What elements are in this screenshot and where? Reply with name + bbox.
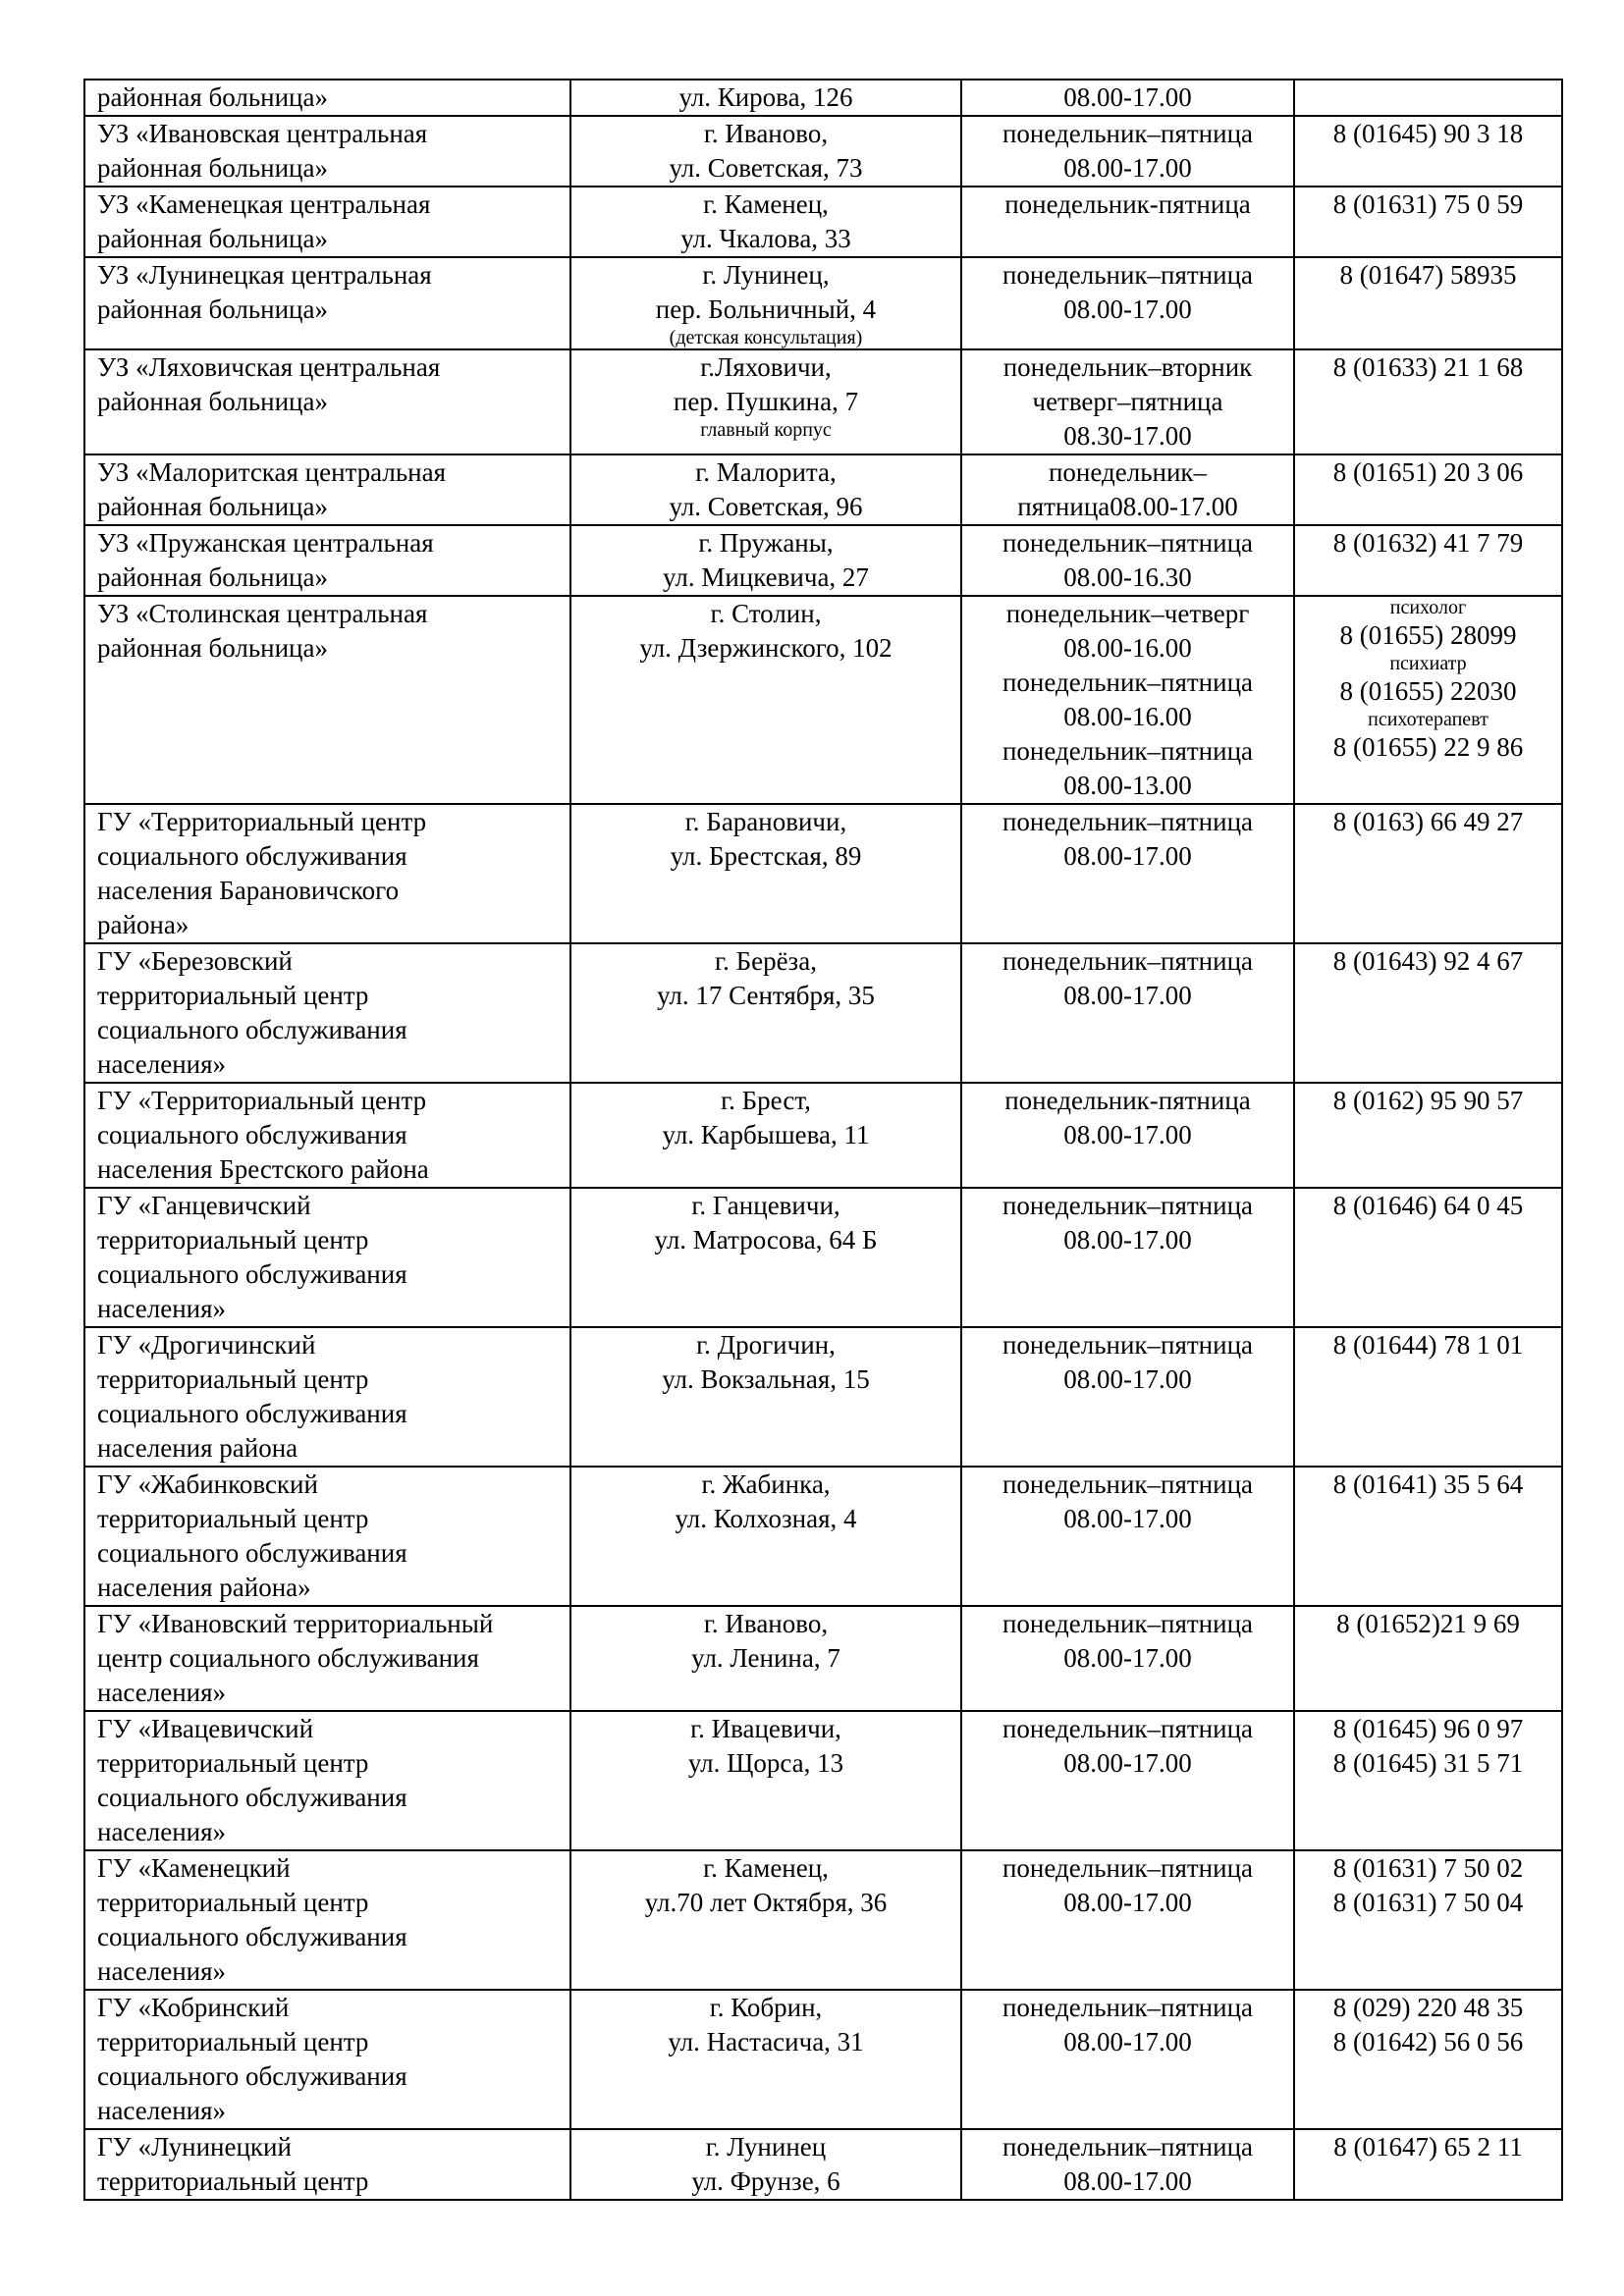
- organization-name-line: социального обслуживания: [97, 1783, 407, 1812]
- hours-line: понедельник-пятница: [1004, 1086, 1251, 1115]
- organization-cell: [84, 1606, 570, 1711]
- hours-cell: [961, 257, 1294, 349]
- address-cell: [570, 1990, 961, 2129]
- organization-name-line: районная больница»: [97, 492, 328, 521]
- address-cell: [570, 1467, 961, 1606]
- phone-cell: [1294, 1083, 1562, 1188]
- organization-name-line: районная больница»: [97, 633, 328, 663]
- table-body: [84, 80, 1562, 2200]
- table-row: [84, 596, 1562, 804]
- address-cell: [570, 116, 961, 187]
- organization-cell: [84, 2129, 570, 2200]
- hours-cell: [961, 454, 1294, 525]
- phone-number: 8 (01645) 96 0 97: [1332, 1714, 1524, 1743]
- address-line: г. Дрогичин,: [696, 1330, 836, 1360]
- organization-name-line: ГУ «Кобринский: [97, 1993, 290, 2022]
- address-line: г. Столин,: [710, 599, 822, 628]
- organization-name-line: ГУ «Ганцевичский: [97, 1191, 311, 1220]
- organization-name-line: социального обслуживания: [97, 2061, 407, 2091]
- organization-name-line: территориальный центр: [97, 1888, 369, 1917]
- hours-cell: [961, 596, 1294, 804]
- address-line: г. Барановичи,: [684, 807, 847, 836]
- organization-name-line: территориальный центр: [97, 2027, 369, 2056]
- address-line: г. Пружаны,: [698, 528, 834, 558]
- phone-number: 8 (01633) 21 1 68: [1332, 352, 1524, 382]
- address-line: г. Каменец,: [703, 189, 829, 219]
- address-cell: [570, 1711, 961, 1850]
- hours-cell: [961, 1990, 1294, 2129]
- hours-cell: [961, 804, 1294, 943]
- organization-name-line: населения района: [97, 1433, 298, 1463]
- hours-line: 08.00-16.00: [1063, 702, 1192, 731]
- address-cell: [570, 1327, 961, 1467]
- organization-name-line: центр социального обслуживания: [97, 1643, 479, 1673]
- table-row: [84, 349, 1562, 454]
- table-row: [84, 1850, 1562, 1990]
- hours-cell: [961, 1606, 1294, 1711]
- address-line: ул. Ленина, 7: [691, 1643, 840, 1673]
- organization-name-line: социального обслуживания: [97, 1259, 407, 1289]
- specialist-role: психиатр: [1389, 653, 1467, 674]
- organization-cell: [84, 257, 570, 349]
- address-note: главный корпус: [700, 419, 832, 441]
- hours-line: 08.00-17.00: [1063, 1643, 1192, 1673]
- address-line: г.Ляховичи,: [700, 352, 832, 382]
- address-line: г. Малорита,: [695, 457, 837, 487]
- phone-number: 8 (01655) 22 9 86: [1332, 732, 1524, 762]
- organization-name-line: районная больница»: [97, 562, 328, 592]
- hours-cell: [961, 187, 1294, 257]
- hours-line: 08.00-17.00: [1063, 2027, 1192, 2056]
- hours-cell: [961, 525, 1294, 596]
- hours-line: понедельник–пятница: [1001, 260, 1254, 290]
- phone-number: 8 (01641) 35 5 64: [1332, 1469, 1524, 1499]
- hours-line: понедельник–вторник: [1002, 352, 1253, 382]
- hours-cell: [961, 1467, 1294, 1606]
- hours-cell: [961, 80, 1294, 116]
- organization-name-line: населения Барановичского: [97, 876, 400, 905]
- organization-name-line: населения»: [97, 1294, 227, 1323]
- address-cell: [570, 349, 961, 454]
- organization-name-line: УЗ «Столинская центральная: [97, 599, 428, 628]
- address-note: (детская консультация): [669, 327, 863, 348]
- phone-cell: [1294, 349, 1562, 454]
- address-cell: [570, 596, 961, 804]
- hours-line: понедельник–пятница: [1001, 667, 1254, 697]
- phone-number: 8 (01655) 22030: [1339, 676, 1517, 706]
- hours-line: понедельник–четверг: [1005, 599, 1250, 628]
- address-cell: [570, 454, 961, 525]
- phone-number: 8 (01645) 90 3 18: [1332, 119, 1524, 148]
- address-line: ул. Настасича, 31: [668, 2027, 864, 2056]
- hours-line: понедельник-пятница: [1004, 189, 1251, 219]
- organization-cell: [84, 1711, 570, 1850]
- phone-cell: [1294, 187, 1562, 257]
- hours-line: 08.00-13.00: [1063, 771, 1192, 800]
- organization-cell: [84, 1188, 570, 1327]
- table-row: [84, 257, 1562, 349]
- organization-cell: [84, 116, 570, 187]
- phone-cell: [1294, 804, 1562, 943]
- organization-cell: [84, 1083, 570, 1188]
- hours-cell: [961, 116, 1294, 187]
- organization-name-line: населения»: [97, 1956, 227, 1986]
- phone-number: 8 (01631) 75 0 59: [1332, 189, 1524, 219]
- address-cell: [570, 1188, 961, 1327]
- organization-name-line: социального обслуживания: [97, 1399, 407, 1428]
- organization-name-line: территориальный центр: [97, 1225, 369, 1255]
- organization-cell: [84, 804, 570, 943]
- phone-cell: [1294, 1188, 1562, 1327]
- organization-name-line: территориальный центр: [97, 2166, 369, 2196]
- address-cell: [570, 1850, 961, 1990]
- organization-name-line: УЗ «Малоритская центральная: [97, 457, 447, 487]
- table-row: [84, 1990, 1562, 2129]
- phone-cell: [1294, 80, 1562, 116]
- hours-line: понедельник–пятница: [1001, 1993, 1254, 2022]
- organization-cell: [84, 525, 570, 596]
- hours-cell: [961, 1188, 1294, 1327]
- address-cell: [570, 187, 961, 257]
- table-row: [84, 1327, 1562, 1467]
- address-cell: [570, 525, 961, 596]
- phone-cell: [1294, 1990, 1562, 2129]
- phone-cell: [1294, 1606, 1562, 1711]
- address-cell: [570, 257, 961, 349]
- address-cell: [570, 80, 961, 116]
- address-line: г. Жабинка,: [701, 1469, 831, 1499]
- organization-cell: [84, 1467, 570, 1606]
- hours-line: 08.00-17.00: [1063, 2166, 1192, 2196]
- organization-name-line: территориальный центр: [97, 981, 369, 1010]
- hours-line: 08.00-17.00: [1063, 1888, 1192, 1917]
- table-row: [84, 943, 1562, 1083]
- organization-name-line: ГУ «Ивацевичский: [97, 1714, 314, 1743]
- organization-name-line: социального обслуживания: [97, 1015, 407, 1044]
- table-row: [84, 187, 1562, 257]
- phone-cell: [1294, 1467, 1562, 1606]
- phone-cell: [1294, 257, 1562, 349]
- address-line: ул. Дзержинского, 102: [639, 633, 893, 663]
- address-line: ул. Брестская, 89: [670, 841, 862, 871]
- organization-name-line: ГУ «Лунинецкий: [97, 2132, 292, 2162]
- hours-line: 08.00-17.00: [1063, 1748, 1192, 1778]
- table-row: [84, 1188, 1562, 1327]
- hours-line: понедельник–пятница: [1001, 807, 1254, 836]
- address-line: ул. Карбышева, 11: [662, 1120, 870, 1149]
- organization-name-line: ГУ «Березовский: [97, 946, 293, 976]
- hours-line: 08.00-16.00: [1063, 633, 1192, 663]
- hours-line: 08.00-17.00: [1063, 153, 1192, 183]
- table-row: [84, 116, 1562, 187]
- organization-name-line: социального обслуживания: [97, 1538, 407, 1568]
- hours-cell: [961, 1711, 1294, 1850]
- organization-cell: [84, 1327, 570, 1467]
- address-line: ул. Колхозная, 4: [675, 1504, 857, 1533]
- hours-line: 08.00-17.00: [1063, 981, 1192, 1010]
- organization-name-line: социального обслуживания: [97, 1120, 407, 1149]
- organization-cell: [84, 1850, 570, 1990]
- phone-number: 8 (0162) 95 90 57: [1332, 1086, 1524, 1115]
- organization-name-line: населения района»: [97, 1573, 311, 1602]
- phone-cell: [1294, 1327, 1562, 1467]
- address-cell: [570, 1083, 961, 1188]
- hours-line: 08.00-17.00: [1063, 1225, 1192, 1255]
- organization-name-line: районная больница»: [97, 387, 328, 416]
- phone-cell: [1294, 1711, 1562, 1850]
- address-cell: [570, 804, 961, 943]
- address-line: ул. 17 Сентября, 35: [657, 981, 875, 1010]
- hours-line: понедельник–пятница: [1001, 1191, 1254, 1220]
- organization-name-line: ГУ «Каменецкий: [97, 1853, 291, 1883]
- organization-name-line: УЗ «Лунинецкая центральная: [97, 260, 432, 290]
- organization-name-line: территориальный центр: [97, 1504, 369, 1533]
- hours-line: четверг–пятница: [1032, 387, 1223, 416]
- hours-line: понедельник–пятница: [1001, 1609, 1254, 1638]
- organization-name-line: УЗ «Каменецкая центральная: [97, 189, 431, 219]
- phone-number: 8 (0163) 66 49 27: [1332, 807, 1524, 836]
- address-line: г. Ганцевичи,: [691, 1191, 840, 1220]
- address-line: г. Ивацевичи,: [690, 1714, 841, 1743]
- phone-number: 8 (01631) 7 50 02: [1332, 1853, 1524, 1883]
- address-line: г. Лунинец,: [702, 260, 830, 290]
- address-line: ул. Вокзальная, 15: [662, 1364, 870, 1394]
- hours-cell: [961, 1327, 1294, 1467]
- organization-name-line: ГУ «Жабинковский: [97, 1469, 318, 1499]
- phone-number: 8 (01642) 56 0 56: [1332, 2027, 1524, 2056]
- hours-cell: [961, 943, 1294, 1083]
- hours-cell: [961, 2129, 1294, 2200]
- organization-name-line: районная больница»: [97, 294, 328, 324]
- hours-line: 08.00-17.00: [1063, 1504, 1192, 1533]
- phone-number: 8 (01643) 92 4 67: [1332, 946, 1524, 976]
- organization-name-line: территориальный центр: [97, 1748, 369, 1778]
- address-cell: [570, 1606, 961, 1711]
- organization-name-line: населения»: [97, 2096, 227, 2125]
- organization-name-line: УЗ «Ляховичская центральная: [97, 352, 441, 382]
- hours-line: 08.00-17.00: [1063, 82, 1192, 112]
- address-line: ул. Советская, 73: [669, 153, 863, 183]
- specialist-role: психолог: [1389, 597, 1467, 618]
- hours-line: понедельник–пятница: [1001, 119, 1254, 148]
- phone-cell: [1294, 525, 1562, 596]
- address-cell: [570, 2129, 961, 2200]
- phone-number: 8 (01655) 28099: [1339, 620, 1517, 650]
- table-row: [84, 80, 1562, 116]
- hours-cell: [961, 349, 1294, 454]
- address-line: г. Берёза,: [715, 946, 817, 976]
- table-row: [84, 1711, 1562, 1850]
- organization-cell: [84, 80, 570, 116]
- phone-number: 8 (01647) 58935: [1339, 260, 1517, 290]
- address-line: ул. Советская, 96: [669, 492, 863, 521]
- organization-cell: [84, 187, 570, 257]
- address-line: ул. Матросова, 64 Б: [654, 1225, 878, 1255]
- organization-cell: [84, 1990, 570, 2129]
- organization-name-line: населения»: [97, 1678, 227, 1707]
- organization-name-line: социального обслуживания: [97, 1922, 407, 1951]
- table-row: [84, 1467, 1562, 1606]
- organization-name-line: ГУ «Территориальный центр: [97, 1086, 427, 1115]
- hours-line: 08.00-17.00: [1063, 841, 1192, 871]
- hours-line: 08.30-17.00: [1063, 421, 1192, 451]
- address-line: г. Каменец,: [703, 1853, 829, 1883]
- organization-name-line: УЗ «Ивановская центральная: [97, 119, 428, 148]
- table-row: [84, 804, 1562, 943]
- hours-cell: [961, 1850, 1294, 1990]
- phone-cell: [1294, 1850, 1562, 1990]
- hours-line: понедельник–пятница: [1001, 2132, 1254, 2162]
- phone-number: 8 (01645) 31 5 71: [1332, 1748, 1524, 1778]
- address-line: пер. Больничный, 4: [655, 294, 877, 324]
- organization-name-line: ГУ «Ивановский территориальный: [97, 1609, 494, 1638]
- hours-line: понедельник–пятница: [1001, 1714, 1254, 1743]
- organization-name-line: районная больница»: [97, 224, 328, 253]
- address-line: г. Иваново,: [703, 1609, 829, 1638]
- phone-cell: [1294, 943, 1562, 1083]
- phone-number: 8 (01652)21 9 69: [1336, 1609, 1520, 1638]
- organization-name-line: районная больница»: [97, 153, 328, 183]
- phone-number: 8 (01632) 41 7 79: [1332, 528, 1524, 558]
- phone-number: 8 (01651) 20 3 06: [1332, 457, 1524, 487]
- table-row: [84, 1606, 1562, 1711]
- address-line: ул. Щорса, 13: [687, 1748, 844, 1778]
- hours-line: 08.00-16.30: [1063, 562, 1192, 592]
- hours-line: 08.00-17.00: [1063, 1364, 1192, 1394]
- address-line: г. Кобрин,: [709, 1993, 823, 2022]
- hours-cell: [961, 1083, 1294, 1188]
- hours-line: понедельник–пятница: [1001, 1330, 1254, 1360]
- hours-line: понедельник–пятница: [1001, 1469, 1254, 1499]
- phone-number: 8 (029) 220 48 35: [1332, 1993, 1524, 2022]
- address-line: г. Иваново,: [703, 119, 829, 148]
- phone-number: 8 (01646) 64 0 45: [1332, 1191, 1524, 1220]
- address-line: г. Брест,: [721, 1086, 811, 1115]
- address-line: ул.70 лет Октября, 36: [644, 1888, 888, 1917]
- phone-number: 8 (01631) 7 50 04: [1332, 1888, 1524, 1917]
- address-line: ул. Кирова, 126: [678, 82, 853, 112]
- address-line: ул. Чкалова, 33: [680, 224, 851, 253]
- organization-cell: [84, 943, 570, 1083]
- hours-line: пятница08.00-17.00: [1017, 492, 1238, 521]
- phone-number: 8 (01644) 78 1 01: [1332, 1330, 1524, 1360]
- organization-cell: [84, 349, 570, 454]
- organization-name-line: территориальный центр: [97, 1364, 369, 1394]
- organization-name-line: населения»: [97, 1049, 227, 1079]
- organization-name-line: УЗ «Пружанская центральная: [97, 528, 434, 558]
- hours-line: 08.00-17.00: [1063, 294, 1192, 324]
- hours-line: понедельник–пятница: [1001, 1853, 1254, 1883]
- address-line: ул. Мицкевича, 27: [663, 562, 869, 592]
- organization-name-line: ГУ «Территориальный центр: [97, 807, 427, 836]
- hours-line: понедельник–: [1048, 457, 1208, 487]
- phone-cell: [1294, 454, 1562, 525]
- table-row: [84, 454, 1562, 525]
- address-cell: [570, 943, 961, 1083]
- organization-name-line: районная больница»: [97, 82, 328, 112]
- services-table: [83, 79, 1563, 2201]
- organization-name-line: населения Брестского района: [97, 1154, 429, 1184]
- table-row: [84, 1083, 1562, 1188]
- organization-cell: [84, 596, 570, 804]
- address-line: г. Лунинец: [705, 2132, 827, 2162]
- phone-cell: [1294, 2129, 1562, 2200]
- hours-line: 08.00-17.00: [1063, 1120, 1192, 1149]
- organization-cell: [84, 454, 570, 525]
- hours-line: понедельник–пятница: [1001, 528, 1254, 558]
- address-line: пер. Пушкина, 7: [673, 387, 859, 416]
- specialist-role: психотерапевт: [1368, 709, 1489, 730]
- organization-name-line: района»: [97, 910, 189, 939]
- phone-cell: [1294, 116, 1562, 187]
- organization-name-line: населения»: [97, 1817, 227, 1846]
- phone-number: 8 (01647) 65 2 11: [1333, 2132, 1523, 2162]
- organization-name-line: социального обслуживания: [97, 841, 407, 871]
- phone-cell: [1294, 596, 1562, 804]
- address-line: ул. Фрунзе, 6: [691, 2166, 840, 2196]
- table-row: [84, 525, 1562, 596]
- hours-line: понедельник–пятница: [1001, 946, 1254, 976]
- hours-line: понедельник–пятница: [1001, 736, 1254, 766]
- table-row: [84, 2129, 1562, 2200]
- organization-name-line: ГУ «Дрогичинский: [97, 1330, 316, 1360]
